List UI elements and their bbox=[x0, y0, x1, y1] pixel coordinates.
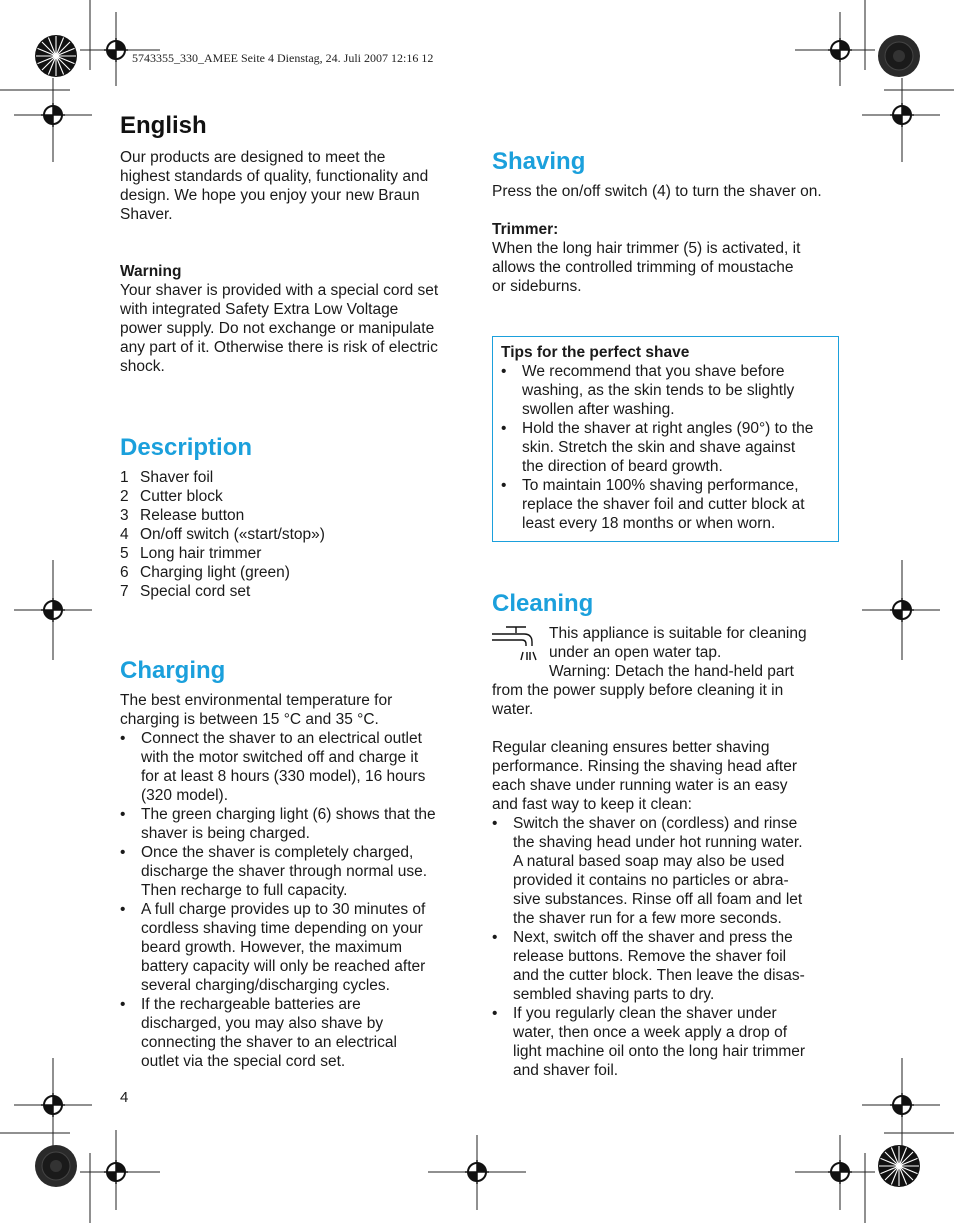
list-item: • Switch the shaver on (cordless) and rinse the shaving head under hot running water. A natural based soap may also be used provided it contains no particles or abra- sive substances. Rinse off all foam and let the shaver run for a few more seconds. bbox=[492, 815, 803, 927]
list-item: 7 Special cord set bbox=[120, 583, 251, 600]
register-mark-icon bbox=[41, 598, 65, 622]
warning-title: Warning bbox=[120, 263, 182, 280]
trimmer-title: Trimmer: bbox=[492, 221, 559, 238]
list-item: 1 Shaver foil bbox=[120, 469, 214, 486]
register-mark-icon bbox=[828, 38, 852, 62]
list-item: • Once the shaver is completely charged, discharge the shaver through normal use. Then recharge to full capacity. bbox=[120, 844, 428, 899]
register-mark-icon bbox=[890, 1093, 914, 1117]
register-mark-icon bbox=[890, 103, 914, 127]
register-mark-icon bbox=[104, 1160, 128, 1184]
list-item: 5 Long hair trimmer bbox=[120, 545, 262, 562]
charging-heading: Charging bbox=[120, 657, 226, 684]
tips-title: Tips for the perfect shave bbox=[501, 344, 690, 361]
cleaning-intro-block bbox=[492, 624, 842, 719]
right-column bbox=[492, 148, 842, 1080]
register-mark-icon bbox=[104, 38, 128, 62]
register-mark-icon bbox=[890, 598, 914, 622]
cleaning-heading: Cleaning bbox=[492, 590, 594, 617]
list-item: • Connect the shaver to an electrical outlet with the motor switched off and charge it for at least 8 hours (330 model), 16 hours (320 model). bbox=[120, 730, 426, 804]
list-item: • The green charging light (6) shows that the shaver is being charged. bbox=[120, 806, 436, 842]
list-item: • If the rechargeable batteries are discharged, you may also shave by connecting the shaver to an electrical outlet via the special cord set. bbox=[120, 996, 397, 1070]
print-slug: 5743355_330_AMEE Seite 4 Dienstag, 24. Juli 2007 12:16 12 bbox=[132, 51, 434, 65]
charging-intro: The best environmental temperature for charging is between 15 °C and 35 °C. bbox=[120, 692, 393, 728]
list-item: 6 Charging light (green) bbox=[120, 564, 290, 581]
water-tap-icon bbox=[492, 624, 542, 666]
cleaning-paragraph: Regular cleaning ensures better shaving performance. Rinsing the shaving head after each shave under running water is an easy and fast way to keep it clean: bbox=[492, 739, 798, 813]
list-item: • A full charge provides up to 30 minutes of cordless shaving time depending on your beard growth. However, the maximum battery capacity will only be reached after several charging/discharging cycles. bbox=[120, 901, 426, 994]
list-item: • If you regularly clean the shaver under water, then once a week apply a drop of light machine oil onto the long hair trimmer and shaver foil. bbox=[492, 1005, 806, 1079]
trimmer-paragraph: When the long hair trimmer (5) is activated, it allows the controlled trimming of moustache or sideburns. bbox=[492, 240, 801, 295]
register-mark-icon bbox=[41, 1093, 65, 1117]
star-target-icon bbox=[877, 1144, 921, 1188]
left-column bbox=[120, 112, 465, 1071]
register-mark-icon bbox=[41, 103, 65, 127]
list-item: 4 On/off switch («start/stop») bbox=[120, 526, 325, 543]
intro-paragraph: Our products are designed to meet the highest standards of quality, functionality and design. We hope you enjoy your new Braun Shaver. bbox=[120, 149, 429, 223]
star-target-icon bbox=[34, 34, 78, 78]
charging-list bbox=[120, 729, 465, 1071]
list-item: 3 Release button bbox=[120, 507, 245, 524]
cleaning-intro-continued: from the power supply before cleaning it in water. bbox=[492, 682, 784, 718]
density-target-icon bbox=[877, 34, 921, 78]
tips-list bbox=[501, 362, 829, 533]
shaving-text: Press the on/off switch (4) to turn the shaver on. bbox=[492, 183, 822, 200]
description-heading: Description bbox=[120, 434, 253, 461]
list-item: • To maintain 100% shaving performance, replace the shaver foil and cutter block at least every 18 months or when worn. bbox=[501, 477, 805, 532]
list-item: • We recommend that you shave before washing, as the skin tends to be slightly swollen after washing. bbox=[501, 363, 795, 418]
tips-box bbox=[492, 336, 839, 542]
register-mark-icon bbox=[465, 1160, 489, 1184]
density-target-icon bbox=[34, 1144, 78, 1188]
cleaning-intro: This appliance is suitable for cleaning under an open water tap. Warning: Detach the hand-held part bbox=[549, 625, 807, 680]
warning-paragraph: Your shaver is provided with a special cord set with integrated Safety Extra Low Voltage power supply. Do not exchange or manipulate any part of it. Otherwise there is risk of electric shock. bbox=[120, 282, 439, 375]
shaving-heading: Shaving bbox=[492, 148, 586, 175]
list-item: 2 Cutter block bbox=[120, 488, 223, 505]
language-heading: English bbox=[120, 112, 207, 139]
parts-list bbox=[120, 468, 465, 601]
cleaning-list bbox=[492, 814, 842, 1080]
list-item: • Hold the shaver at right angles (90°) to the skin. Stretch the skin and shave against the direction of beard growth. bbox=[501, 420, 814, 475]
page-number: 4 bbox=[120, 1089, 129, 1106]
list-item: • Next, switch off the shaver and press the release buttons. Remove the shaver foil and the cutter block. Then leave the disas- sembled shaving parts to dry. bbox=[492, 929, 805, 1003]
register-mark-icon bbox=[828, 1160, 852, 1184]
